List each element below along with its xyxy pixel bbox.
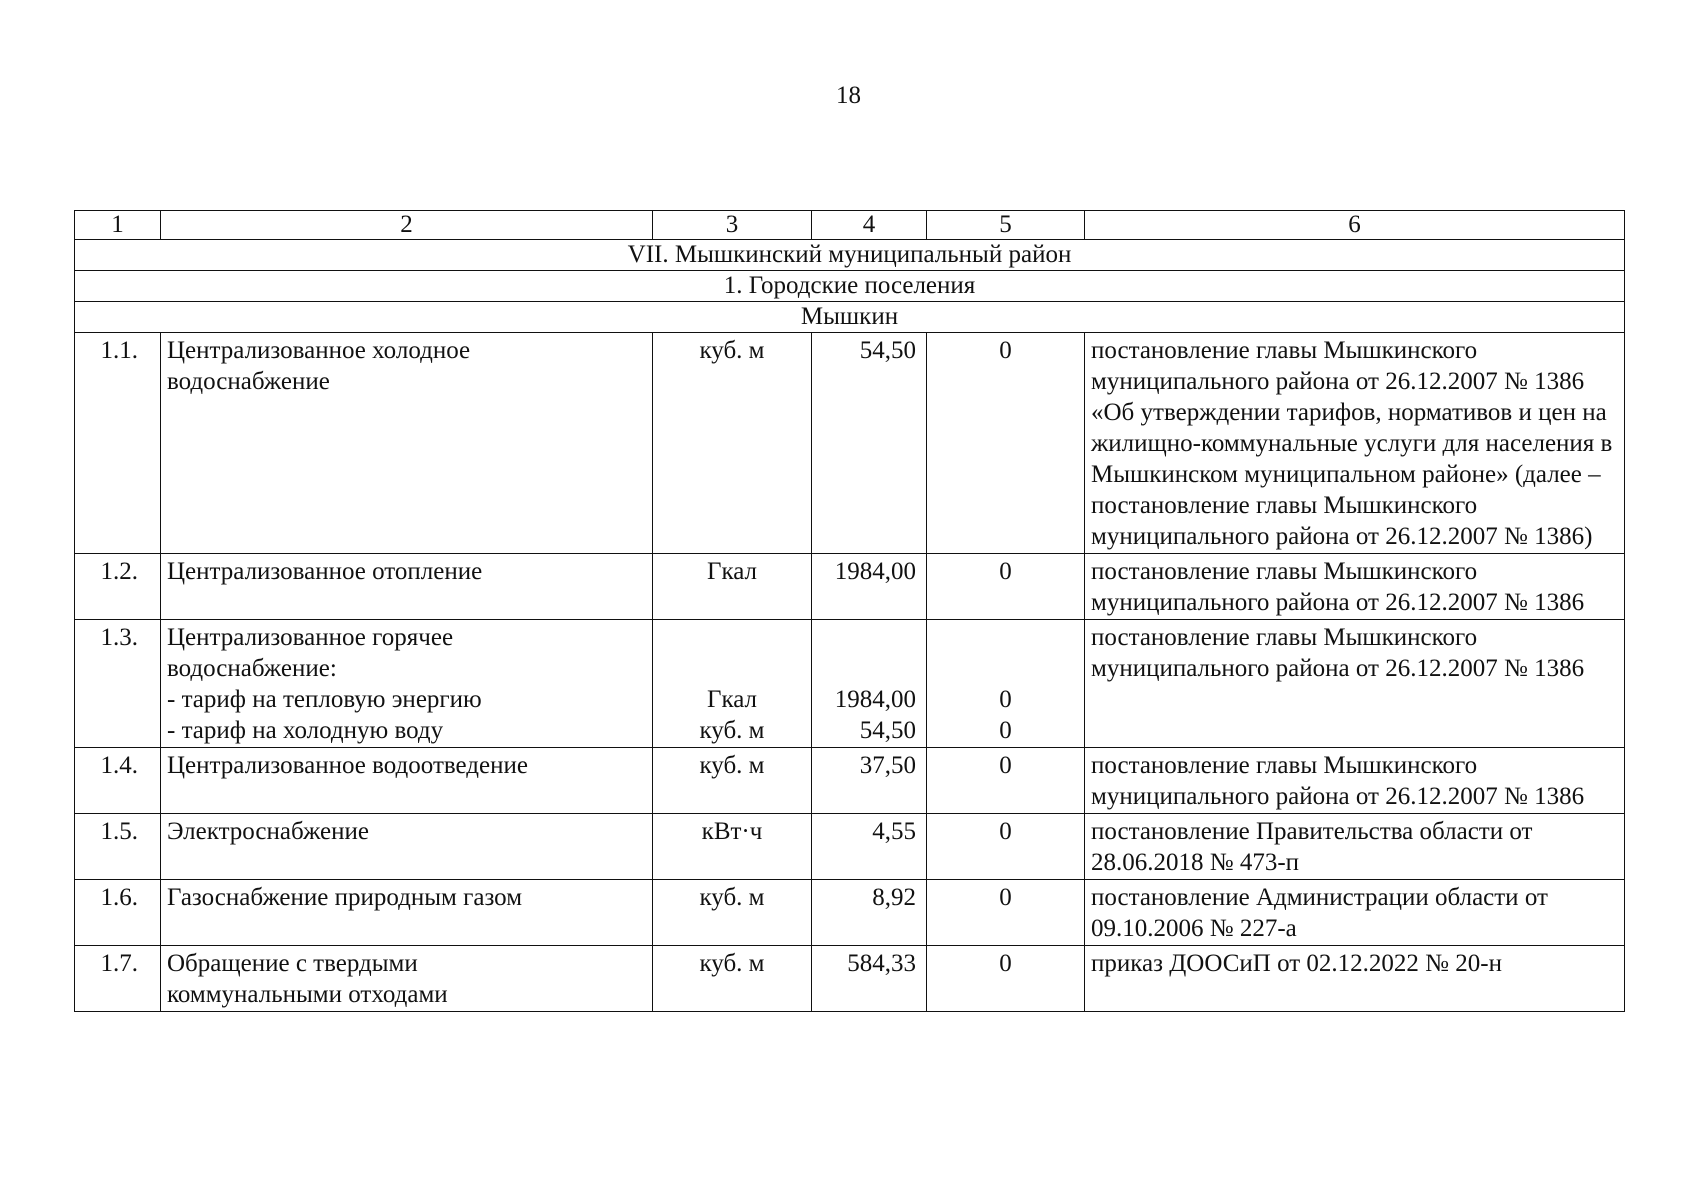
sub-tariff-col5: 0: [999, 717, 1012, 744]
service-name: [161, 620, 653, 748]
section-title: VII. Мышкинский муниципальный район: [75, 240, 1625, 271]
sub-tariff-label: - тариф на тепловую энергию: [167, 686, 482, 713]
tariff-value: 584,33: [812, 946, 927, 1012]
unit: кВт·ч: [653, 814, 812, 880]
tariff-value: [812, 620, 927, 748]
subsection-row: [75, 271, 1625, 302]
column-5-value: 0: [927, 333, 1085, 554]
column-5-value: 0: [927, 554, 1085, 620]
service-name-text: Централизованное горячее водоснабжение:: [167, 624, 454, 682]
tariff-value: 54,50: [812, 333, 927, 554]
page-number: 18: [836, 82, 861, 109]
table-row: [75, 880, 1625, 946]
column-number: 3: [653, 211, 812, 240]
column-5-value: [927, 620, 1085, 748]
column-number: 2: [161, 211, 653, 240]
column-5-value: 0: [927, 946, 1085, 1012]
tariff-table: [74, 210, 1625, 1012]
column-number: 5: [927, 211, 1085, 240]
unit: куб. м: [653, 333, 812, 554]
table-row: [75, 333, 1625, 554]
unit: куб. м: [653, 748, 812, 814]
row-number: 1.6.: [75, 880, 161, 946]
sub-tariff-col5: 0: [999, 686, 1012, 713]
service-name: Централизованное водоотведение: [161, 748, 653, 814]
tariff-value: 8,92: [812, 880, 927, 946]
column-5-value: 0: [927, 748, 1085, 814]
sub-tariff-unit: Гкал: [706, 686, 757, 713]
unit: [653, 620, 812, 748]
column-number: 4: [812, 211, 927, 240]
legal-basis: постановление главы Мышкинского муниципального района от 26.12.2007 № 1386 «Об утверждении тарифов, нормативов и цен на жилищно-коммунальные услуги для населения в Мышкинском муниципальном районе» (далее – постановление главы Мышкинского муниципального района от 26.12.2007 № 1386): [1085, 333, 1625, 554]
service-name: [161, 946, 653, 1012]
sub-tariff-value: 54,50: [859, 717, 916, 744]
section-row: [75, 240, 1625, 271]
table-row: [75, 620, 1625, 748]
legal-basis: постановление главы Мышкинского муниципального района от 26.12.2007 № 1386: [1085, 554, 1625, 620]
row-number: 1.3.: [75, 620, 161, 748]
locality-row: [75, 302, 1625, 333]
row-number: 1.5.: [75, 814, 161, 880]
service-name-text: Обращение с твердыми коммунальными отходами: [167, 950, 448, 1008]
tariff-value: 4,55: [812, 814, 927, 880]
legal-basis: постановление главы Мышкинского муниципального района от 26.12.2007 № 1386: [1085, 620, 1625, 748]
locality-title: Мышкин: [75, 302, 1625, 333]
service-name: Централизованное отопление: [161, 554, 653, 620]
unit: куб. м: [653, 880, 812, 946]
column-number: 1: [75, 211, 161, 240]
table-row: [75, 748, 1625, 814]
row-number: 1.7.: [75, 946, 161, 1012]
tariff-value: 1984,00: [812, 554, 927, 620]
column-number-row: [75, 211, 1625, 240]
tariff-value: 37,50: [812, 748, 927, 814]
legal-basis: постановление главы Мышкинского муниципального района от 26.12.2007 № 1386: [1085, 748, 1625, 814]
unit: Гкал: [653, 554, 812, 620]
service-name: [161, 333, 653, 554]
table-row: [75, 814, 1625, 880]
table-row: [75, 554, 1625, 620]
legal-basis: постановление Администрации области от 09.10.2006 № 227-а: [1085, 880, 1625, 946]
service-name: Электроснабжение: [161, 814, 653, 880]
sub-tariff-unit: куб. м: [699, 717, 765, 744]
sub-tariff-label: - тариф на холодную воду: [167, 717, 444, 744]
unit: куб. м: [653, 946, 812, 1012]
sub-tariff-value: 1984,00: [834, 686, 916, 713]
column-number: 6: [1085, 211, 1625, 240]
service-name-text: Централизованное холодное водоснабжение: [167, 337, 471, 395]
table-row: [75, 946, 1625, 1012]
service-name: Газоснабжение природным газом: [161, 880, 653, 946]
legal-basis: постановление Правительства области от 28.06.2018 № 473-п: [1085, 814, 1625, 880]
column-5-value: 0: [927, 814, 1085, 880]
subsection-title: 1. Городские поселения: [75, 271, 1625, 302]
row-number: 1.1.: [75, 333, 161, 554]
legal-basis: приказ ДООСиП от 02.12.2022 № 20-н: [1085, 946, 1625, 1012]
column-5-value: 0: [927, 880, 1085, 946]
row-number: 1.4.: [75, 748, 161, 814]
row-number: 1.2.: [75, 554, 161, 620]
